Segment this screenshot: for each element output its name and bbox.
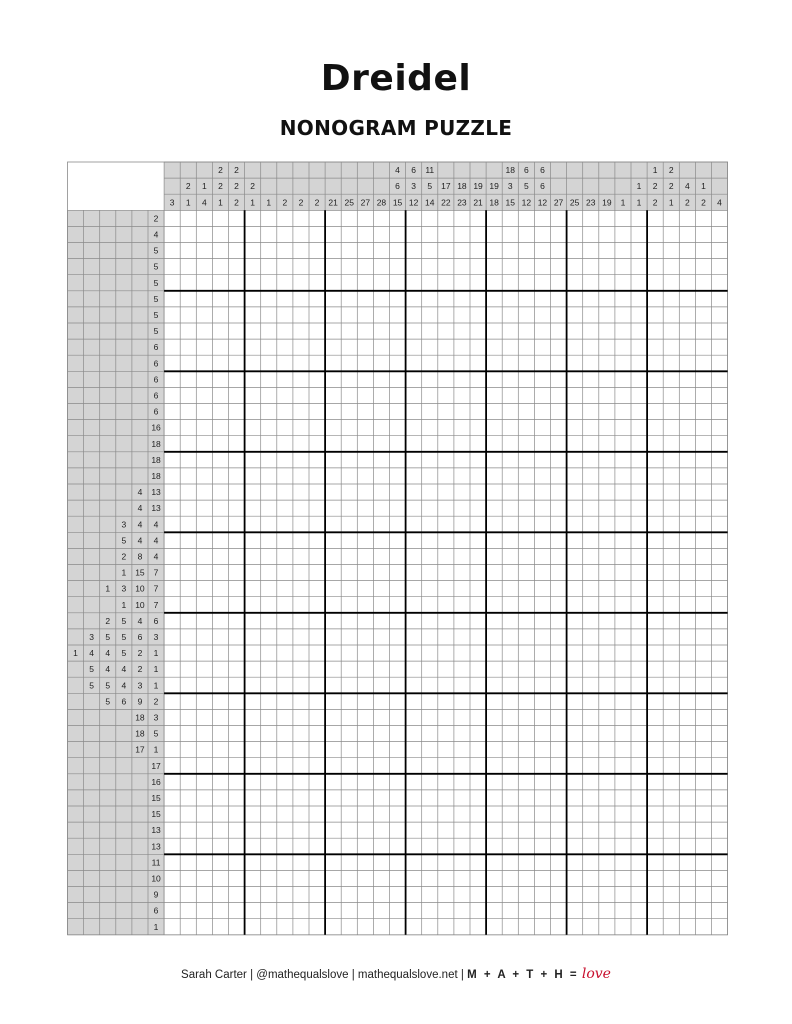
column-clue: 22 bbox=[441, 197, 451, 208]
row-clue: 3 bbox=[137, 680, 143, 691]
row-clue: 16 bbox=[151, 776, 161, 787]
column-clue: 2 bbox=[234, 181, 239, 192]
column-clue: 12 bbox=[537, 197, 548, 208]
row-clue: 6 bbox=[153, 615, 159, 626]
column-clue: 12 bbox=[521, 197, 532, 208]
row-clue: 5 bbox=[153, 293, 159, 304]
column-clue: 5 bbox=[427, 181, 433, 192]
row-clue: 2 bbox=[105, 615, 111, 626]
row-clue: 10 bbox=[151, 873, 161, 884]
row-clue: 1 bbox=[153, 921, 159, 932]
column-clue: 6 bbox=[523, 165, 529, 176]
puzzle-subtitle: NONOGRAM PUZZLE bbox=[279, 116, 513, 140]
row-clue: 5 bbox=[105, 631, 111, 642]
row-clue: 4 bbox=[121, 664, 127, 675]
row-clue: 13 bbox=[151, 841, 161, 852]
row-clue: 1 bbox=[121, 567, 127, 578]
column-clue: 1 bbox=[266, 197, 272, 208]
column-clue: 1 bbox=[185, 197, 191, 208]
column-clue: 14 bbox=[425, 197, 435, 208]
row-clue: 6 bbox=[153, 342, 159, 353]
column-clue: 2 bbox=[234, 197, 239, 208]
row-clue: 4 bbox=[137, 519, 143, 530]
column-clue: 18 bbox=[457, 181, 467, 192]
footer-separator: | bbox=[351, 969, 355, 981]
footer-brand: M + A + T + H = bbox=[467, 969, 579, 981]
column-clue: 2 bbox=[234, 165, 239, 176]
row-clue: 18 bbox=[151, 470, 161, 481]
row-clue: 5 bbox=[153, 277, 159, 288]
row-clue: 5 bbox=[153, 728, 159, 739]
footer-handle: @mathequalslove bbox=[256, 969, 349, 981]
row-clue: 4 bbox=[89, 648, 95, 659]
column-clue: 1 bbox=[636, 197, 642, 208]
column-clue: 4 bbox=[395, 165, 400, 176]
column-clue: 1 bbox=[620, 197, 626, 208]
row-clue: 4 bbox=[137, 535, 143, 546]
row-clue: 3 bbox=[153, 712, 159, 723]
row-clue: 5 bbox=[121, 615, 127, 626]
row-clue: 3 bbox=[121, 583, 127, 594]
row-clue: 6 bbox=[153, 406, 159, 417]
column-clue: 19 bbox=[473, 181, 483, 192]
column-clue: 2 bbox=[684, 197, 690, 208]
column-clue: 23 bbox=[586, 197, 596, 208]
row-clue: 4 bbox=[153, 519, 159, 530]
row-clue: 1 bbox=[105, 583, 111, 594]
footer bbox=[0, 966, 792, 982]
column-clue: 21 bbox=[328, 197, 338, 208]
row-clue: 6 bbox=[121, 696, 127, 707]
row-clue: 5 bbox=[153, 326, 159, 337]
column-clue: 2 bbox=[250, 181, 256, 192]
row-clue: 2 bbox=[137, 664, 143, 675]
column-clue: 2 bbox=[668, 165, 674, 176]
column-clue: 19 bbox=[602, 197, 612, 208]
column-clue: 17 bbox=[441, 181, 451, 192]
row-clue: 15 bbox=[151, 792, 161, 803]
row-clue: 3 bbox=[89, 631, 95, 642]
row-clue: 5 bbox=[121, 535, 127, 546]
row-clue: 1 bbox=[153, 680, 159, 691]
footer-author: Sarah Carter bbox=[181, 969, 247, 981]
row-clue: 1 bbox=[153, 648, 159, 659]
column-clue: 25 bbox=[569, 197, 580, 208]
row-clue: 1 bbox=[73, 648, 78, 659]
column-clue: 15 bbox=[505, 197, 515, 208]
row-clue: 4 bbox=[153, 535, 159, 546]
column-clue: 2 bbox=[218, 181, 223, 192]
column-clue: 4 bbox=[201, 197, 207, 208]
column-clue: 3 bbox=[507, 181, 513, 192]
column-clue: 2 bbox=[282, 197, 288, 208]
column-clue: 1 bbox=[250, 197, 256, 208]
row-clue: 2 bbox=[153, 213, 159, 224]
corner-blank bbox=[68, 162, 165, 210]
column-clue: 4 bbox=[717, 197, 722, 208]
row-clue: 11 bbox=[151, 857, 161, 868]
row-clue: 18 bbox=[135, 712, 145, 723]
row-clue: 5 bbox=[105, 696, 111, 707]
row-clue: 5 bbox=[89, 664, 95, 675]
column-clue: 1 bbox=[218, 197, 223, 208]
row-clue: 7 bbox=[153, 583, 159, 594]
row-clue: 15 bbox=[151, 809, 161, 820]
row-clue: 5 bbox=[153, 309, 159, 320]
row-clue: 4 bbox=[105, 664, 111, 675]
row-clue: 6 bbox=[137, 631, 143, 642]
column-clue: 2 bbox=[652, 197, 658, 208]
column-clue: 1 bbox=[668, 197, 674, 208]
row-clue: 5 bbox=[121, 648, 127, 659]
row-clue: 7 bbox=[153, 567, 159, 578]
row-clue: 1 bbox=[153, 664, 159, 675]
row-clue: 3 bbox=[153, 631, 159, 642]
footer-separator: | bbox=[460, 969, 464, 981]
column-clue: 6 bbox=[395, 181, 400, 192]
footer-separator: | bbox=[250, 969, 254, 981]
column-clue: 6 bbox=[411, 165, 417, 176]
row-clue: 5 bbox=[105, 680, 111, 691]
row-clue: 7 bbox=[153, 599, 159, 610]
row-clue: 6 bbox=[153, 905, 159, 916]
column-clue: 4 bbox=[684, 181, 690, 192]
row-clue: 13 bbox=[151, 825, 161, 836]
column-clue: 12 bbox=[408, 197, 419, 208]
column-clue: 5 bbox=[523, 181, 529, 192]
column-clue: 2 bbox=[314, 197, 320, 208]
row-clue: 18 bbox=[151, 438, 161, 449]
row-clue: 3 bbox=[121, 519, 127, 530]
row-clue: 10 bbox=[135, 599, 145, 610]
column-clue: 1 bbox=[201, 181, 207, 192]
column-clue: 27 bbox=[553, 197, 564, 208]
row-clue: 1 bbox=[153, 744, 159, 755]
column-clue: 18 bbox=[505, 165, 515, 176]
column-clue: 2 bbox=[668, 181, 674, 192]
column-clue: 27 bbox=[360, 197, 371, 208]
column-clue: 1 bbox=[701, 181, 706, 192]
row-clue: 6 bbox=[153, 390, 159, 401]
column-clue: 23 bbox=[457, 197, 467, 208]
footer-brand-love: love bbox=[581, 966, 611, 982]
row-clue: 10 bbox=[135, 583, 145, 594]
row-clue: 2 bbox=[137, 648, 143, 659]
column-clue: 2 bbox=[298, 197, 304, 208]
row-clue: 16 bbox=[151, 422, 161, 433]
row-clue: 13 bbox=[151, 487, 161, 498]
column-clue: 11 bbox=[425, 165, 435, 176]
footer-website: mathequalslove.net bbox=[357, 969, 458, 981]
row-clue: 4 bbox=[137, 487, 143, 498]
column-clue: 2 bbox=[701, 197, 706, 208]
column-clue: 6 bbox=[540, 181, 545, 192]
row-clue: 17 bbox=[135, 744, 145, 755]
column-clue: 6 bbox=[540, 165, 545, 176]
row-clue: 15 bbox=[135, 567, 145, 578]
puzzle-title: Dreidel bbox=[320, 58, 472, 99]
column-clue: 3 bbox=[169, 197, 175, 208]
row-clue: 5 bbox=[89, 680, 95, 691]
column-clue: 25 bbox=[344, 197, 354, 208]
column-clue: 19 bbox=[489, 181, 499, 192]
row-clue: 1 bbox=[121, 599, 127, 610]
column-clue: 15 bbox=[392, 197, 403, 208]
row-clue: 4 bbox=[153, 229, 159, 240]
row-clue: 4 bbox=[121, 680, 127, 691]
row-clue: 4 bbox=[105, 648, 111, 659]
column-clue: 1 bbox=[636, 181, 642, 192]
row-clue: 6 bbox=[153, 374, 159, 385]
row-clue: 4 bbox=[153, 551, 159, 562]
row-clue: 8 bbox=[137, 551, 143, 562]
row-clue: 5 bbox=[153, 261, 159, 272]
column-clue: 2 bbox=[218, 165, 223, 176]
row-clue: 13 bbox=[151, 503, 161, 514]
column-clue: 2 bbox=[652, 181, 658, 192]
row-clue: 5 bbox=[153, 245, 159, 256]
row-clue: 18 bbox=[151, 454, 161, 465]
row-clue: 4 bbox=[137, 615, 143, 626]
column-clue: 1 bbox=[652, 165, 658, 176]
column-clue: 21 bbox=[473, 197, 483, 208]
row-clue: 9 bbox=[153, 889, 159, 900]
column-clue: 18 bbox=[489, 197, 499, 208]
row-clue: 6 bbox=[153, 358, 159, 369]
row-clue: 2 bbox=[153, 696, 159, 707]
row-clue: 9 bbox=[137, 696, 143, 707]
row-clue: 2 bbox=[121, 551, 127, 562]
row-clue: 18 bbox=[135, 728, 145, 739]
row-clue: 4 bbox=[137, 503, 143, 514]
row-clue: 5 bbox=[121, 631, 127, 642]
column-clue: 28 bbox=[376, 197, 387, 208]
column-clue: 2 bbox=[185, 181, 191, 192]
row-clue: 17 bbox=[151, 760, 161, 771]
column-clue: 3 bbox=[411, 181, 417, 192]
